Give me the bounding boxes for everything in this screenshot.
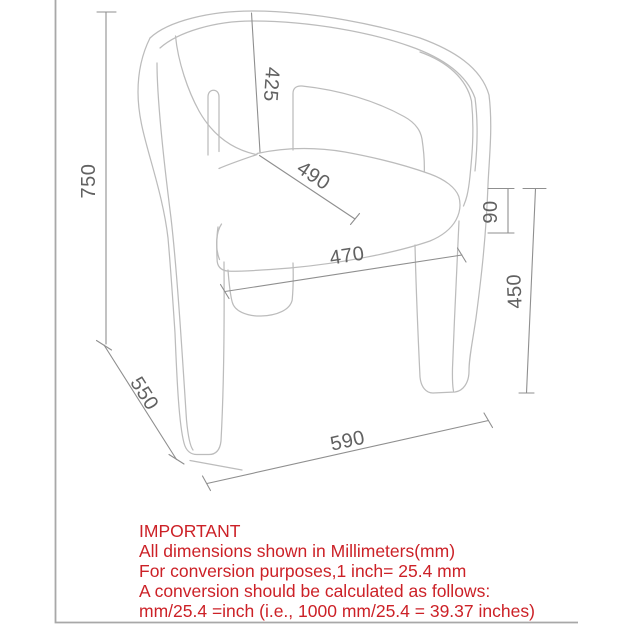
note-line: For conversion purposes,1 inch= 25.4 mm <box>139 561 467 581</box>
seat-back-left-edge <box>219 155 257 169</box>
dimension-lines <box>97 12 547 491</box>
dim-inner-back-height <box>252 13 261 152</box>
dim-label-overall-depth: 550 <box>125 373 163 415</box>
note-line: A conversion should be calculated as follows: <box>139 581 491 601</box>
dimension-labels <box>78 66 527 455</box>
dim-label-inner-back-height: 425 <box>258 66 284 103</box>
dim-label-overall-height: 750 <box>78 163 100 199</box>
dim-label-overall-width: 590 <box>328 426 368 456</box>
note-line: All dimensions shown in Millimeters(mm) <box>139 541 456 561</box>
important-notes <box>139 521 535 621</box>
left-armrest-cap <box>208 90 219 155</box>
note-line: mm/25.4 =inch (i.e., 1000 mm/25.4 = 39.37 inches) <box>139 601 535 621</box>
dim-label-seat-front-width: 470 <box>328 242 366 270</box>
right-leg-front-seam <box>452 221 459 391</box>
floor-edge-line <box>190 461 242 471</box>
back-insert-panel <box>293 86 424 172</box>
inner-rim-right <box>420 52 473 206</box>
dim-label-cushion-thickness: 90 <box>480 200 502 224</box>
chair-outline-top-right-leg <box>150 11 491 393</box>
chair-line-art <box>138 11 491 470</box>
notes-heading: IMPORTANT <box>139 521 241 541</box>
inner-bowl-left-sweep <box>176 36 257 155</box>
dim-label-seat-height: 450 <box>503 273 527 310</box>
left-arm-seam <box>157 63 193 450</box>
dim-label-seat-diagonal: 490 <box>292 157 334 195</box>
